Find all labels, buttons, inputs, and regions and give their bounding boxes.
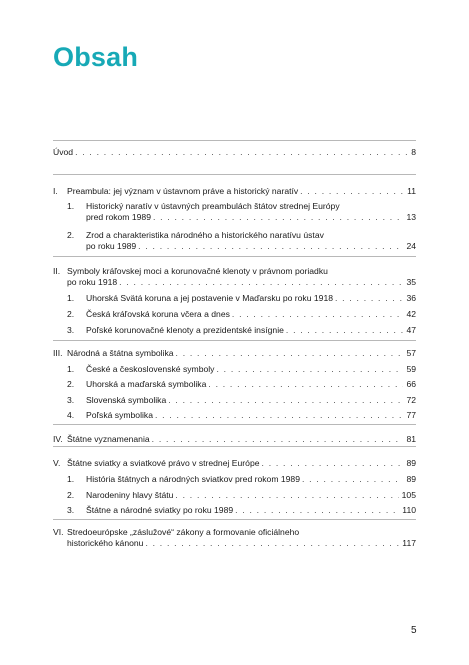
toc-entry-number: 2. xyxy=(67,379,75,389)
toc-entry-title: Štátne sviatky a sviatkové právo v strednej Európe xyxy=(67,458,260,468)
toc-entry-number: 2. xyxy=(67,309,75,319)
toc-entry-section[interactable] xyxy=(53,395,416,406)
toc-page-number: 8 xyxy=(411,147,416,157)
toc-entry-title: Zrod a charakteristika národného a historického naratívu ústav xyxy=(86,230,324,240)
dot-leader xyxy=(335,293,403,304)
toc-entry-number: 1. xyxy=(67,364,75,374)
toc-entry-title: Narodeniny hlavy štátu xyxy=(86,490,174,500)
toc-entry-title-cont: historického kánonu xyxy=(67,537,144,548)
toc-entry-title-cont: pred rokom 1989 xyxy=(86,211,151,222)
toc-entry-number: 1. xyxy=(67,293,75,303)
dot-leader xyxy=(168,395,403,406)
toc-entry-uvod[interactable] xyxy=(53,147,416,158)
toc-entry-number: 1. xyxy=(67,474,75,484)
section-divider xyxy=(53,174,416,175)
toc-entry-title: Uhorská Svätá koruna a jej postavenie v Maďarsku po roku 1918 xyxy=(86,293,333,303)
toc-entry-title: História štátnych a národných sviatkov pred rokom 1989 xyxy=(86,474,300,484)
toc-page-number: 13 xyxy=(406,211,416,222)
toc-entry-title-cont: po roku 1989 xyxy=(86,240,137,251)
toc-entry-number: I. xyxy=(53,186,58,196)
toc-page-number: 117 xyxy=(402,537,416,548)
toc-entry-section[interactable] xyxy=(53,410,416,421)
section-divider xyxy=(53,424,416,425)
dot-leader xyxy=(235,505,399,516)
dot-leader xyxy=(262,458,404,469)
dot-leader xyxy=(152,434,404,445)
toc-entry-section[interactable] xyxy=(53,201,416,222)
toc-entry-title: Úvod xyxy=(53,147,74,157)
toc-page-number: 36 xyxy=(406,293,416,303)
section-divider xyxy=(53,256,416,257)
dot-leader xyxy=(155,410,403,421)
toc-entry-section[interactable] xyxy=(53,364,416,375)
toc-entry-number: 1. xyxy=(67,201,75,211)
dot-leader xyxy=(286,325,404,336)
toc-page-number: 77 xyxy=(406,410,416,420)
toc-page-number: 35 xyxy=(406,276,416,287)
page-title: Obsah xyxy=(53,42,139,72)
toc-entry-chapter-3[interactable] xyxy=(53,348,416,359)
toc-entry-chapter-1[interactable] xyxy=(53,186,416,197)
toc-entry-title: Česká kráľovská koruna včera a dnes xyxy=(86,309,230,319)
toc-entry-section[interactable] xyxy=(53,474,416,485)
toc-entry-title: Poľská symbolika xyxy=(86,410,153,420)
toc-page-number: 11 xyxy=(407,186,416,196)
toc-entry-number: 3. xyxy=(67,325,75,335)
toc-entry-number: 3. xyxy=(67,505,75,515)
toc-entry-title: Poľské korunovačné klenoty a prezidentské insígnie xyxy=(86,325,284,335)
dot-leader xyxy=(153,212,403,223)
toc-entry-section[interactable] xyxy=(53,309,416,320)
toc-entry-title-cont: po roku 1918 xyxy=(67,276,118,287)
section-divider xyxy=(53,446,416,447)
toc-entry-number: 4. xyxy=(67,410,75,420)
toc-entry-title: Preambula: jej význam v ústavnom práve a historický naratív xyxy=(67,186,299,196)
toc-page-number: 72 xyxy=(406,395,416,405)
dot-leader xyxy=(176,348,404,359)
dot-leader xyxy=(232,309,404,320)
dot-leader xyxy=(138,241,403,252)
toc-entry-title: Štátne vyznamenania xyxy=(67,434,150,444)
toc-entry-title: Stredoeurópske „záslužové“ zákony a formovanie oficiálneho xyxy=(67,527,300,537)
toc-entry-chapter-2[interactable] xyxy=(53,266,416,287)
toc-page-number: 81 xyxy=(406,434,416,444)
toc-page-number: 89 xyxy=(406,458,416,468)
toc-page-number: 57 xyxy=(406,348,416,358)
dot-leader xyxy=(208,379,403,390)
toc-entry-number: 3. xyxy=(67,395,75,405)
toc-entry-title: Štátne a národné sviatky po roku 1989 xyxy=(86,505,234,515)
toc-entry-section[interactable] xyxy=(53,379,416,390)
toc-entry-title: Národná a štátna symbolika xyxy=(67,348,174,358)
dot-leader xyxy=(75,147,408,158)
page-number: 5 xyxy=(411,625,417,636)
toc-page-number: 66 xyxy=(406,379,416,389)
toc-entry-chapter-6[interactable] xyxy=(53,527,416,548)
toc-entry-number: III. xyxy=(53,348,63,358)
toc-page-number: 42 xyxy=(406,309,416,319)
toc-entry-section[interactable] xyxy=(53,325,416,336)
toc-entry-number: V. xyxy=(53,458,61,468)
toc-entry-title: Slovenská symbolika xyxy=(86,395,167,405)
toc-entry-chapter-4[interactable] xyxy=(53,434,416,445)
toc-page-number: 89 xyxy=(406,474,416,484)
toc-page-number: 110 xyxy=(402,505,416,515)
toc-entry-chapter-5[interactable] xyxy=(53,458,416,469)
toc-entry-title: Symboly kráľovskej moci a korunovačné klenoty v právnom poriadku xyxy=(67,266,328,276)
toc-entry-section[interactable] xyxy=(53,490,416,501)
dot-leader xyxy=(216,364,403,375)
toc-entry-section[interactable] xyxy=(53,505,416,516)
toc-entry-title: Historický naratív v ústavných preambulách štátov strednej Európy xyxy=(86,201,340,211)
section-divider xyxy=(53,519,416,520)
section-divider xyxy=(53,340,416,341)
toc-page-number: 105 xyxy=(401,490,416,500)
toc-entry-number: IV. xyxy=(53,434,63,444)
dot-leader xyxy=(119,277,403,288)
dot-leader xyxy=(175,490,398,501)
dot-leader xyxy=(145,538,399,549)
toc-page-number: 59 xyxy=(406,364,416,374)
toc-entry-section[interactable] xyxy=(53,293,416,304)
dot-leader xyxy=(300,186,404,197)
toc-entry-number: VI. xyxy=(53,527,64,537)
toc-entry-section[interactable] xyxy=(53,230,416,251)
toc-entry-number: 2. xyxy=(67,230,75,240)
section-divider xyxy=(53,140,416,141)
dot-leader xyxy=(302,474,403,485)
toc-entry-title: České a československé symboly xyxy=(86,364,215,374)
toc-page-number: 24 xyxy=(406,240,416,251)
toc-entry-number: II. xyxy=(53,266,61,276)
toc-entry-number: 2. xyxy=(67,490,75,500)
toc-entry-title: Uhorská a maďarská symbolika xyxy=(86,379,207,389)
toc-page-number: 47 xyxy=(406,325,416,335)
